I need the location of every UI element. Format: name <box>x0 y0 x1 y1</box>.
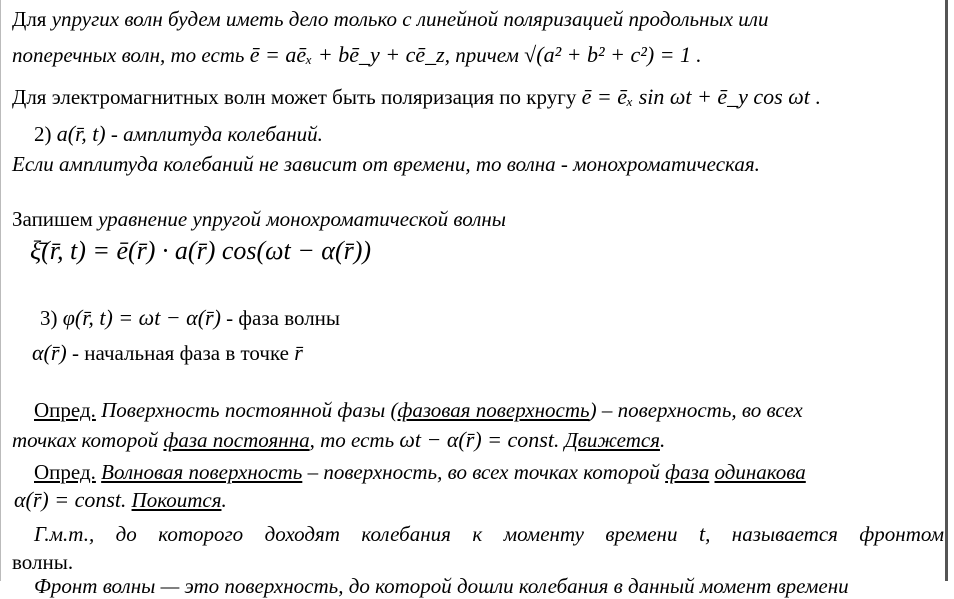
text-segment: . <box>691 43 702 67</box>
item-number: 2) <box>34 122 57 146</box>
item-initial-phase <box>32 340 944 366</box>
formula-phase: φ(r̄, t) = ωt − α(r̄) <box>62 305 221 330</box>
text-segment: . <box>121 488 132 512</box>
formula-polarization-vector: ē = aēₓ + bē_y + cē_z <box>249 42 445 67</box>
text-segment: точках которой <box>12 428 164 452</box>
paragraph-em-waves <box>12 84 944 110</box>
text-segment: упругих волн будем иметь дело только с линейной поляризацией продольных или <box>51 7 769 31</box>
formula-const-phase: ωt − α(r̄) = const <box>399 427 554 452</box>
text-segment: волны. <box>12 550 74 574</box>
term-phase-surface: фазовая поверхность <box>397 398 590 422</box>
definition-wave-surface-cont <box>14 487 944 513</box>
text-segment: уравнение упругой монохроматической волны <box>98 207 507 231</box>
term-wave-surface: Волновая поверхность <box>101 460 303 484</box>
text-segment: Фронт волны — это поверхность, до которой дошли колебания в данный момент времени <box>34 574 849 598</box>
paragraph-monochromatic <box>12 151 944 177</box>
text-segment: - амплитуда колебаний. <box>105 122 323 146</box>
paragraph-equation-intro <box>12 206 944 232</box>
text-segment: Для электромагнитных волн может быть поляризация по кругу <box>12 85 582 109</box>
definition-label: Опред. <box>34 398 96 422</box>
term-phase: фаза <box>665 460 710 484</box>
term-moves: Движется <box>564 428 660 452</box>
formula-circular-polarization: ē = ēₓ sin ωt + ē_y cos ωt <box>581 84 810 109</box>
item-amplitude <box>34 121 944 147</box>
formula-normalization: √(a² + b² + c²) = 1 <box>524 42 691 67</box>
text-segment: поперечных волн, то есть <box>12 43 250 67</box>
item-number: 3) <box>40 306 63 330</box>
item-phase <box>40 305 944 331</box>
paragraph-elastic-waves-cont <box>12 42 944 68</box>
text-segment: - начальная фаза в точке <box>66 341 295 365</box>
text-segment: Г.м.т., до которого доходят колебания к моменту времени <box>34 522 699 546</box>
term-rests: Покоится <box>131 488 222 512</box>
formula-initial-phase: α(r̄) <box>32 340 67 365</box>
definition-phase-surface-cont <box>12 427 944 453</box>
formula-const-initial-phase: α(r̄) = const <box>14 487 122 512</box>
text-segment: - фаза волны <box>220 306 341 330</box>
text-segment: . <box>553 428 565 452</box>
paragraph-cutoff <box>34 573 944 598</box>
text-segment: , то есть <box>309 428 400 452</box>
formula-r: r̄ <box>294 340 303 365</box>
equation-wave <box>30 238 944 265</box>
text-segment: . <box>659 428 666 452</box>
definition-label: Опред. <box>34 460 96 484</box>
text-segment: Поверхность постоянной фазы ( <box>95 398 398 422</box>
text-segment: . <box>221 488 227 512</box>
formula-amplitude: a(r̄, t) <box>56 121 106 146</box>
text-segment: Если амплитуда колебаний не зависит от времени, то волна - монохроматическая. <box>12 152 760 176</box>
paragraph-elastic-waves <box>12 6 944 32</box>
paragraph-wavefront <box>34 521 944 547</box>
formula-t: t <box>698 521 706 546</box>
text-segment: Запишем <box>12 207 99 231</box>
definition-wave-surface <box>34 459 944 485</box>
text-segment: , причем <box>444 43 525 67</box>
paragraph-wavefront-cont <box>12 549 944 575</box>
term-same: одинакова <box>714 460 806 484</box>
term-phase-constant: фаза постоянна <box>163 428 310 452</box>
definition-phase-surface <box>34 397 944 423</box>
text-segment: . <box>809 85 821 109</box>
text-segment: , называется фронтом <box>705 522 944 546</box>
text-segment: – поверхность, во всех точках которой <box>302 460 666 484</box>
formula-wave-equation: ξ̄(r̄, t) = ē(r̄) · a(r̄) cos(ωt − α(r̄)) <box>30 236 372 265</box>
text-segment: ) – поверхность, во всех <box>589 398 803 422</box>
text-segment: Для <box>12 7 52 31</box>
